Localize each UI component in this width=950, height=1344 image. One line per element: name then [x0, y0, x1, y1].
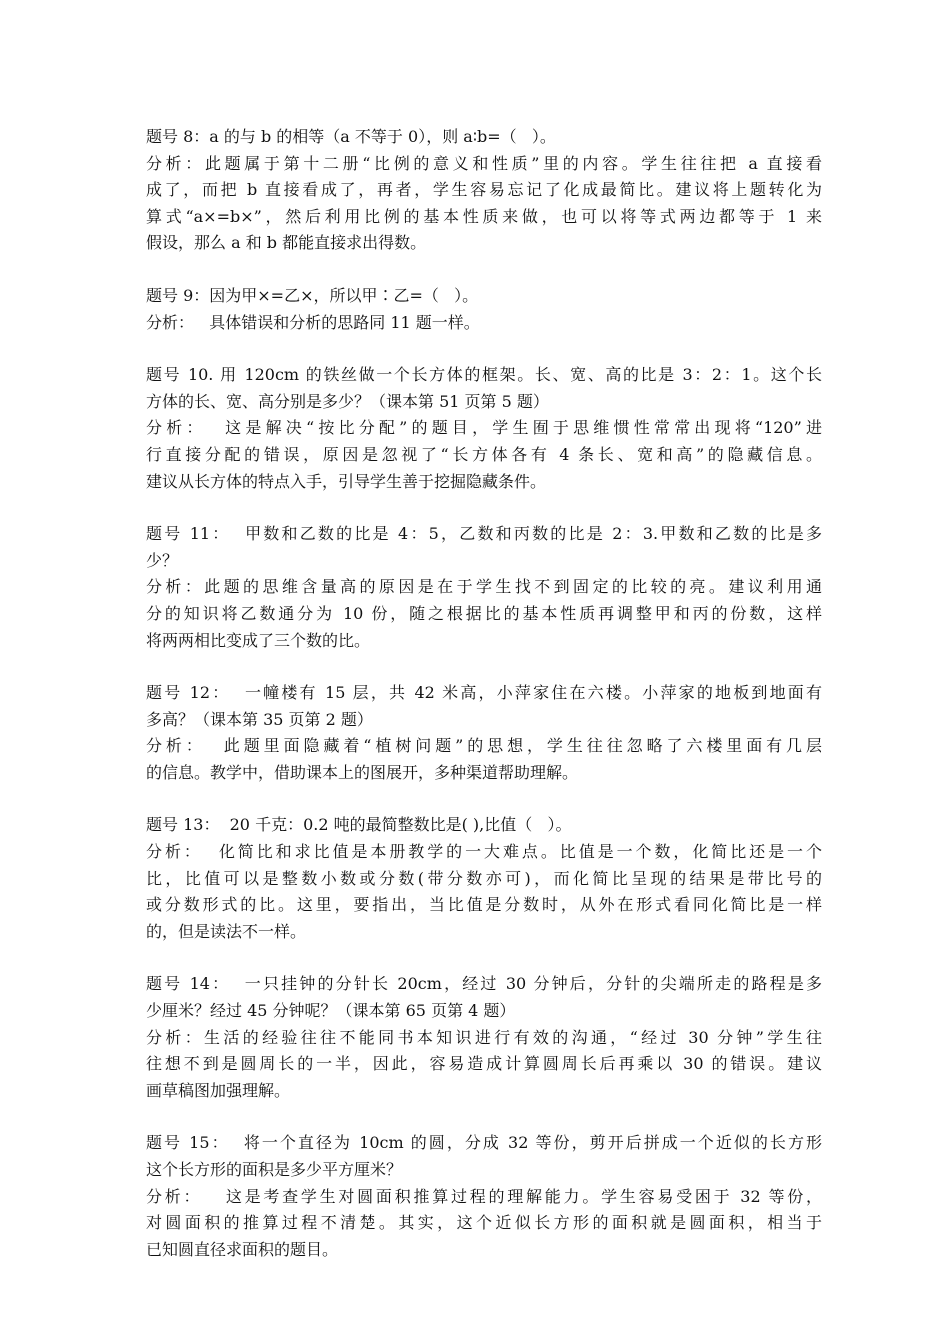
text-line: 往想不到是圆周长的一半，因此，容易造成计算圆周长后再乘以 30 的错误。建议 [146, 1054, 822, 1074]
text-line: 分析：此题属于第十二册“比例的意义和性质”里的内容。学生往往把 a 直接看 [146, 153, 822, 173]
text-line: 少？ [146, 550, 179, 570]
question-line: 题号 11： 甲数和乙数的比是 4：5，乙数和丙数的比是 2：3.甲数和乙数的比是多 [146, 524, 822, 544]
text-line: 建议从长方体的特点入手，引导学生善于挖掘隐藏条件。 [146, 471, 547, 491]
text-line: 分析： 此题里面隐藏着“植树问题”的思想，学生往往忽略了六楼里面有几层 [146, 736, 822, 756]
question-line: 题号 9：因为甲×=乙×，所以甲∶乙=（ ）。 [146, 285, 479, 305]
text-line: 比，比值可以是整数小数或分数(带分数亦可)，而化简比呈现的结果是带比号的 [146, 868, 822, 888]
text-line: 的信息。教学中，借助课本上的图展开，多种渠道帮助理解。 [146, 762, 579, 782]
question-line: 题号 14： 一只挂钟的分针长 20cm，经过 30 分钟后，分针的尖端所走的路程是多 [146, 974, 822, 994]
text-line: 或分数形式的比。这里，要指出，当比值是分数时，从外在形式看同化简比是一样 [146, 895, 822, 915]
text-line: 画草稿图加强理解。 [146, 1080, 291, 1100]
text-line: 这个长方形的面积是多少平方厘米？ [146, 1160, 403, 1179]
question-block [146, 362, 822, 495]
question-block [146, 283, 822, 336]
text-line: 将两两相比变成了三个数的比。 [146, 630, 371, 650]
question-line: 题号 12： 一幢楼有 15 层，共 42 米高，小萍家住在六楼。小萍家的地板到地面有 [146, 683, 822, 703]
text-line: 分析：此题的思维含量高的原因是在于学生找不到固定的比较的亮。建议利用通 [146, 577, 822, 597]
question-line: 题号 10. 用 120cm 的铁丝做一个长方体的框架。长、宽、高的比是 3：2：1。这个长 [146, 365, 822, 385]
text-line: 分析： 具体错误和分析的思路同 11 题一样。 [146, 312, 480, 332]
document-page [146, 124, 822, 1289]
text-line: 分析：生活的经验往往不能同书本知识进行有效的沟通，“经过 30 分钟”学生往 [146, 1027, 822, 1047]
question-block [146, 521, 822, 654]
text-line: 分的知识将乙数通分为 10 份，随之根据比的基本性质再调整甲和丙的份数，这样 [146, 603, 822, 623]
question-block [146, 812, 822, 945]
text-line: 分析： 这是考查学生对圆面积推算过程的理解能力。学生容易受困于 32 等份， [146, 1186, 822, 1206]
text-line: 的，但是读法不一样。 [146, 921, 307, 941]
text-line: 方体的长、宽、高分别是多少？（课本第 51 页第 5 题） [146, 391, 549, 411]
question-block [146, 971, 822, 1104]
question-line: 题号 15： 将一个直径为 10cm 的圆，分成 32 等份，剪开后拼成一个近似的长方形 [146, 1133, 822, 1153]
text-line: 假设，那么 a 和 b 都能直接求出得数。 [146, 233, 427, 253]
text-line: 算式“a×=b×”，然后利用比例的基本性质来做，也可以将等式两边都等于 1 来 [146, 206, 822, 226]
text-line: 行直接分配的错误，原因是忽视了“长方体各有 4 条长、宽和高”的隐藏信息。 [146, 444, 822, 464]
question-block [146, 124, 822, 257]
text-line: 分析： 化简比和求比值是本册教学的一大难点。比值是一个数，化简比还是一个 [146, 842, 822, 862]
text-line: 对圆面积的推算过程不清楚。其实，这个近似长方形的面积就是圆面积，相当于 [146, 1213, 822, 1233]
question-block [146, 1130, 822, 1263]
question-block [146, 680, 822, 786]
question-line: 题号 8：a 的与 b 的相等（a 不等于 0），则 a∶b=（ ）。 [146, 127, 556, 146]
text-line: 分析： 这是解决“按比分配”的题目，学生囿于思维惯性常常出现将“120”进 [146, 418, 822, 438]
question-line: 题号 13： 20 千克：0.2 吨的最简整数比是( ),比值（ ）。 [146, 815, 572, 835]
text-line: 多高？（课本第 35 页第 2 题） [146, 709, 373, 729]
text-line: 少厘米？经过 45 分钟呢？（课本第 65 页第 4 题） [146, 1001, 516, 1021]
text-line: 成了，而把 b 直接看成了，再者，学生容易忘记了化成最简比。建议将上题转化为 [146, 180, 822, 200]
text-line: 已知圆直径求面积的题目。 [146, 1239, 339, 1259]
